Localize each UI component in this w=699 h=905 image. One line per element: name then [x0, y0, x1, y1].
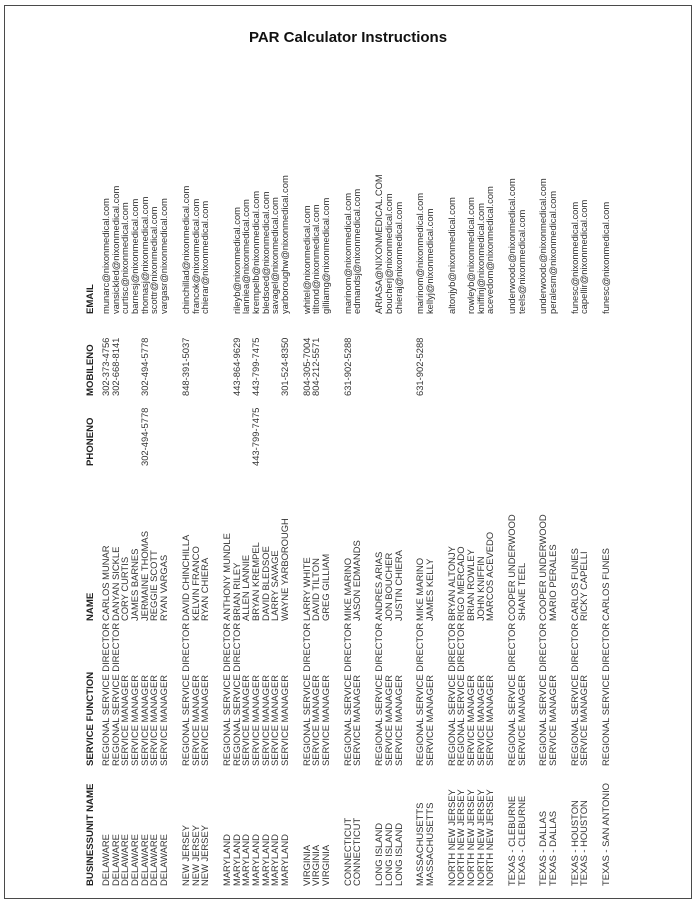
- cell-mobile: [200, 314, 210, 396]
- cell-mobile: [120, 314, 130, 396]
- cell-business-unit: NEW JERSEY: [179, 825, 191, 886]
- group-spacer-cell: [290, 84, 302, 886]
- cell-phone: [570, 396, 580, 466]
- cell-business-unit: NORTH NEW JERSEY: [474, 789, 486, 886]
- cell-business-unit: NORTH NEW JERSEY: [484, 789, 496, 886]
- table-row: [601, 84, 611, 886]
- cell-name: JON BOUCHER: [382, 552, 394, 621]
- cell-service-function: SERVICE MANAGER: [464, 675, 476, 766]
- contact-table: [85, 84, 611, 886]
- group-spacer-cell: [435, 84, 447, 886]
- cell-mobile: 631-902-5288: [414, 337, 426, 396]
- cell-mobile: 804-212-5571: [310, 337, 322, 396]
- cell-email: rileyb@nixonmedical.com: [230, 207, 242, 314]
- cell-phone: [425, 396, 435, 466]
- table-row: [159, 84, 169, 886]
- cell-name: MIKE MARINO: [414, 557, 426, 621]
- cell-phone: [270, 396, 280, 466]
- cell-mobile: 302-494-5778: [138, 337, 150, 396]
- cell-name: ALLEN LANNIE: [240, 554, 252, 621]
- cell-name: COOPER UNDERWOOD: [537, 514, 549, 621]
- cell-name: ANDRES ARIAS: [373, 551, 385, 621]
- cell-business-unit: DELAWARE: [119, 834, 131, 886]
- cell-email: savagel@nixonmedical.com: [269, 197, 281, 314]
- cell-email: funesc@nixonmedical.com: [568, 201, 580, 314]
- cell-business-unit: DELAWARE: [148, 834, 160, 886]
- cell-name: GREG GILLIAM: [320, 553, 332, 621]
- cell-mobile: [191, 314, 201, 396]
- table-row: [579, 84, 589, 886]
- cell-name: BRIAN ROWLEY: [464, 549, 476, 621]
- cell-business-unit: TEXAS - DALLAS: [537, 810, 549, 886]
- cell-service-function: REGIONAL SERVICE DIRECTOR: [455, 622, 467, 766]
- group-spacer: [169, 84, 181, 886]
- cell-phone: [548, 396, 558, 466]
- cell-email: lanniea@nixonmedical.com: [240, 199, 252, 314]
- cell-phone: [302, 396, 312, 466]
- cell-phone: [181, 396, 191, 466]
- cell-service-function: SERVICE MANAGER: [119, 675, 131, 766]
- cell-phone: [466, 396, 476, 466]
- cell-name: COOPER UNDERWOOD: [506, 514, 517, 621]
- table-row: [352, 84, 362, 886]
- cell-service-function: REGIONAL SERVICE DIRECTOR: [537, 622, 549, 766]
- cell-business-unit: MASSACHUSETTS: [414, 802, 426, 886]
- cell-mobile: 302-668-8141: [109, 337, 121, 396]
- cell-phone: [321, 396, 331, 466]
- cell-name: BRIAN RILEY: [230, 562, 242, 621]
- cell-email: peralesm@nixonmedical.com: [547, 190, 559, 314]
- cell-email: yarboroughw@nixonmedical.com: [279, 175, 290, 314]
- cell-service-function: SERVICE MANAGER: [578, 675, 590, 766]
- group-spacer: [331, 84, 343, 886]
- cell-service-function: REGIONAL SERVICE DIRECTOR: [445, 622, 457, 766]
- cell-name: RIGO MERCADO: [455, 546, 467, 621]
- cell-mobile: [384, 314, 394, 396]
- cell-email: underwoodc@nixonmedical.com: [506, 178, 517, 314]
- cell-service-function: REGIONAL SERVICE DIRECTOR: [414, 622, 426, 766]
- cell-business-unit: LONG ISLAND: [392, 822, 404, 886]
- cell-mobile: [538, 314, 548, 396]
- cell-email: ARIASA@NIXONMEDICAL.COM: [373, 174, 385, 314]
- cell-mobile: [447, 314, 457, 396]
- cell-email: rowleyb@nixonmedical.com: [464, 197, 476, 314]
- rotated-contact-table-container: [85, 76, 645, 886]
- cell-service-function: SERVICE MANAGER: [259, 675, 271, 766]
- cell-phone: [343, 396, 353, 466]
- cell-service-function: SERVICE MANAGER: [310, 675, 322, 766]
- cell-business-unit: NEW JERSEY: [189, 825, 201, 886]
- cell-business-unit: MARYLAND: [259, 834, 271, 886]
- group-spacer: [558, 84, 570, 886]
- group-spacer: [290, 84, 302, 886]
- cell-business-unit: MARYLAND: [240, 834, 252, 886]
- cell-business-unit: VIRGINIA: [310, 844, 322, 886]
- cell-mobile: [570, 314, 580, 396]
- cell-name: WAYNE YARBOROUGH: [279, 518, 290, 621]
- cell-mobile: [456, 314, 466, 396]
- cell-mobile: 848-391-5037: [179, 337, 191, 396]
- cell-mobile: [466, 314, 476, 396]
- table-row: [425, 84, 435, 886]
- table-row: [548, 84, 558, 886]
- cell-phone: [456, 396, 466, 466]
- cell-email: curtisc@nixonmedical.com: [119, 202, 131, 314]
- cell-email: tiltond@nixonmedical.com: [310, 204, 322, 314]
- cell-phone: [352, 396, 362, 466]
- cell-service-function: SERVICE MANAGER: [269, 675, 281, 766]
- group-spacer-cell: [169, 84, 181, 886]
- cell-email: funesc@nixonmedical.com: [600, 201, 612, 314]
- cell-service-function: SERVICE MANAGER: [351, 675, 363, 766]
- cell-name: RYAN VARGAS: [158, 554, 170, 621]
- cell-email: chieraj@nixonmedical.com: [392, 201, 404, 314]
- cell-phone: [280, 396, 290, 466]
- group-spacer: [435, 84, 447, 886]
- cell-phone: [485, 396, 495, 466]
- cell-name: REGGIE SCOTT: [148, 550, 160, 621]
- cell-email: krempelb@nixonmedical.com: [249, 190, 261, 314]
- cell-mobile: [548, 314, 558, 396]
- cell-phone: [374, 396, 384, 466]
- cell-name: LARRY WHITE: [300, 557, 312, 621]
- cell-service-function: SERVICE MANAGER: [484, 675, 496, 766]
- cell-business-unit: MARYLAND: [269, 834, 281, 886]
- page-frame: [4, 5, 692, 899]
- cell-business-unit: TEXAS - DALLAS: [547, 810, 559, 886]
- cell-service-function: SERVICE MANAGER: [547, 675, 559, 766]
- cell-name: DANYAN SICKLE: [109, 546, 121, 621]
- cell-business-unit: VIRGINIA: [320, 844, 332, 886]
- cell-phone: 443-799-7475: [249, 407, 261, 466]
- cell-mobile: 443-864-9629: [230, 337, 242, 396]
- cell-mobile: [579, 314, 589, 396]
- cell-service-function: REGIONAL SERVICE DIRECTOR: [220, 622, 232, 766]
- cell-business-unit: LONG ISLAND: [373, 822, 385, 886]
- cell-name: KELVIN FRANCO: [189, 546, 201, 621]
- cell-email: francok@nixonmedical.com: [189, 198, 201, 314]
- cell-business-unit: CONNECTICUT: [351, 817, 363, 886]
- cell-mobile: [394, 314, 404, 396]
- cell-email: vargasr@nixonmedical.com: [158, 198, 170, 314]
- cell-mobile: 302-373-4756: [100, 337, 111, 396]
- cell-service-function: SERVICE MANAGER: [129, 675, 141, 766]
- cell-service-function: REGIONAL SERVICE DIRECTOR: [568, 622, 580, 766]
- table-body: [101, 84, 611, 886]
- cell-name: DAVID CHINCHILLA: [179, 534, 191, 621]
- cell-business-unit: NORTH NEW JERSEY: [464, 789, 476, 886]
- cell-mobile: [321, 314, 331, 396]
- cell-business-unit: TEXAS - SAN ANTONIO: [600, 783, 612, 886]
- cell-phone: [517, 396, 527, 466]
- cell-service-function: REGIONAL SERVICE DIRECTOR: [300, 622, 312, 766]
- cell-phone: [601, 396, 611, 466]
- cell-business-unit: TEXAS - CLEBURNE: [506, 795, 517, 886]
- cell-email: teels@nixonmedical.com: [515, 209, 527, 314]
- cell-service-function: SERVICE MANAGER: [199, 675, 211, 766]
- cell-email: kellyj@nixonmedical.com: [423, 208, 435, 314]
- cell-service-function: SERVICE MANAGER: [279, 675, 290, 766]
- cell-name: JOHN KNIFFIN: [474, 556, 486, 621]
- cell-email: thomasj@nixonmedical.com: [138, 196, 150, 314]
- cell-phone: [159, 396, 169, 466]
- cell-service-function: REGIONAL SERVICE DIRECTOR: [100, 622, 111, 766]
- cell-phone: [101, 396, 111, 466]
- cell-phone: [394, 396, 404, 466]
- cell-name: JAMES BARNES: [129, 548, 141, 621]
- cell-name: CORY CURTIS: [119, 556, 131, 621]
- cell-business-unit: MARYLAND: [279, 834, 290, 886]
- cell-name: JASON EDMANDS: [351, 540, 363, 621]
- cell-service-function: SERVICE MANAGER: [382, 675, 394, 766]
- cell-business-unit: MARYLAND: [249, 834, 261, 886]
- cell-mobile: [261, 314, 271, 396]
- group-spacer-cell: [331, 84, 343, 886]
- cell-business-unit: TEXAS - HOUSTON: [578, 800, 590, 886]
- cell-name: MIKE MARINO: [341, 557, 353, 621]
- cell-business-unit: MARYLAND: [220, 834, 232, 886]
- cell-email: altonjyb@nixonmedical.com: [445, 197, 457, 314]
- cell-email: boucherj@nixonmedical.com: [382, 193, 394, 314]
- cell-phone: [120, 396, 130, 466]
- cell-email: bledsoed@nixonmedical.com: [259, 191, 271, 314]
- cell-mobile: [485, 314, 495, 396]
- cell-service-function: REGIONAL SERVICE DIRECTOR: [600, 622, 612, 766]
- cell-mobile: [159, 314, 169, 396]
- group-spacer-cell: [558, 84, 570, 886]
- cell-service-function: SERVICE MANAGER: [189, 675, 201, 766]
- cell-service-function: REGIONAL SERVICE DIRECTOR: [341, 622, 353, 766]
- cell-business-unit: TEXAS - HOUSTON: [568, 800, 580, 886]
- cell-phone: [222, 396, 232, 466]
- cell-phone: [447, 396, 457, 466]
- cell-email: underwoodc@nixonmedical.com: [537, 178, 549, 314]
- cell-mobile: [149, 314, 159, 396]
- cell-mobile: 631-902-5288: [341, 337, 353, 396]
- cell-name: ANTHONY MUNDLE: [220, 533, 232, 621]
- cell-mobile: [507, 314, 517, 396]
- cell-email: kniffinj@nixonmedical.com: [474, 203, 486, 314]
- cell-business-unit: DELAWARE: [129, 834, 141, 886]
- cell-name: DAVID BLEDSOE: [259, 546, 271, 621]
- cell-email: scottr@nixonmedical.com: [148, 206, 160, 314]
- cell-mobile: [352, 314, 362, 396]
- cell-business-unit: MASSACHUSETTS: [423, 802, 435, 886]
- cell-service-function: REGIONAL SERVICE DIRECTOR: [179, 622, 191, 766]
- cell-email: chierar@nixonmedical.com: [199, 200, 211, 314]
- cell-mobile: 804-305-7004: [300, 337, 312, 396]
- header-phone: PHONENO: [85, 417, 96, 466]
- cell-email: capellir@nixonmedical.com: [578, 199, 590, 314]
- cell-email: chinchillad@nixonmedical.com: [179, 185, 191, 314]
- cell-name: JERMAINE THOMAS: [138, 531, 150, 621]
- cell-business-unit: DELAWARE: [100, 834, 111, 886]
- cell-service-function: REGIONAL SERVICE DIRECTOR: [506, 622, 517, 766]
- cell-service-function: SERVICE MANAGER: [320, 675, 332, 766]
- cell-phone: [384, 396, 394, 466]
- header-business-unit: BUSINESSUNIT NAME: [85, 783, 96, 886]
- cell-business-unit: LONG ISLAND: [382, 822, 394, 886]
- cell-phone: [261, 396, 271, 466]
- cell-service-function: SERVICE MANAGER: [423, 675, 435, 766]
- header-name: NAME: [85, 592, 96, 621]
- cell-phone: [476, 396, 486, 466]
- cell-service-function: SERVICE MANAGER: [158, 675, 170, 766]
- cell-service-function: REGIONAL SERVICE DIRECTOR: [230, 622, 242, 766]
- cell-mobile: [476, 314, 486, 396]
- cell-phone: [311, 396, 321, 466]
- cell-mobile: [374, 314, 384, 396]
- table-header-row: [85, 84, 101, 886]
- header-service-function: SERVICE FUNCTION: [85, 671, 96, 766]
- cell-service-function: SERVICE MANAGER: [240, 675, 252, 766]
- cell-mobile: [601, 314, 611, 396]
- cell-business-unit: CONNECTICUT: [341, 817, 353, 886]
- cell-phone: 302-494-5778: [138, 407, 150, 466]
- cell-service-function: REGIONAL SERVICE DIRECTOR: [373, 622, 385, 766]
- cell-phone: [507, 396, 517, 466]
- cell-business-unit: VIRGINIA: [300, 844, 312, 886]
- cell-phone: [200, 396, 210, 466]
- cell-service-function: SERVICE MANAGER: [148, 675, 160, 766]
- cell-email: acevedom@nixonmedical.com: [484, 186, 496, 314]
- cell-email: munarc@nixonmedical.com: [100, 198, 111, 314]
- cell-name: JAMES KELLY: [423, 558, 435, 621]
- cell-business-unit: NEW JERSEY: [199, 825, 211, 886]
- cell-phone: [579, 396, 589, 466]
- cell-email: barnesj@nixonmedical.com: [129, 198, 141, 314]
- cell-service-function: SERVICE MANAGER: [138, 675, 150, 766]
- table-row: [394, 84, 404, 886]
- cell-mobile: [517, 314, 527, 396]
- cell-service-function: SERVICE MANAGER: [474, 675, 486, 766]
- cell-email: marinom@nixonmedical.com: [414, 192, 426, 314]
- cell-phone: [149, 396, 159, 466]
- cell-email: marinom@nixonmedical.com: [341, 192, 353, 314]
- cell-business-unit: DELAWARE: [109, 834, 121, 886]
- cell-email: edmandsj@nixonmedical.com: [351, 188, 363, 314]
- cell-phone: [415, 396, 425, 466]
- cell-name: LARRY SAVAGE: [269, 550, 281, 621]
- cell-business-unit: DELAWARE: [138, 834, 150, 886]
- cell-email: gilliamg@nixonmedical.com: [320, 197, 332, 314]
- header-email: EMAIL: [85, 284, 96, 314]
- cell-phone: [191, 396, 201, 466]
- table-row: [485, 84, 495, 886]
- table-row: [200, 84, 210, 886]
- cell-name: BRYAN KREMPEL: [249, 542, 261, 621]
- cell-email: vansickled@nixonmedical.com: [109, 185, 121, 314]
- cell-name: SHANE TEEL: [515, 562, 527, 621]
- cell-name: JUSTIN CHIERA: [392, 550, 404, 621]
- cell-business-unit: MARYLAND: [230, 834, 242, 886]
- cell-name: BRYAN ALTONJY: [445, 546, 457, 621]
- header-mobile: MOBILENO: [85, 344, 96, 396]
- cell-name: DAVID TILTON: [310, 558, 322, 621]
- cell-business-unit: TEXAS - CLEBURNE: [515, 795, 527, 886]
- cell-business-unit: NORTH NEW JERSEY: [455, 789, 467, 886]
- cell-phone: [538, 396, 548, 466]
- cell-mobile: [425, 314, 435, 396]
- cell-name: RYAN CHIERA: [199, 557, 211, 621]
- cell-service-function: SERVICE MANAGER: [515, 675, 527, 766]
- cell-phone: [232, 396, 242, 466]
- cell-name: RICKY CAPELLI: [578, 551, 590, 621]
- cell-business-unit: DELAWARE: [158, 834, 170, 886]
- document-title: PAR Calculator Instructions: [248, 29, 448, 46]
- table-row: [321, 84, 331, 886]
- table-row: [517, 84, 527, 886]
- cell-name: MARIO PERALES: [547, 544, 559, 621]
- cell-mobile: 301-524-8350: [279, 337, 290, 396]
- table-row: [280, 84, 290, 886]
- cell-name: CARLOS FUNES: [568, 548, 580, 621]
- cell-phone: [111, 396, 121, 466]
- cell-business-unit: NORTH NEW JERSEY: [445, 789, 457, 886]
- cell-name: CARLOS FUNES: [600, 548, 612, 621]
- cell-name: MARCOS ACEVEDO: [484, 531, 496, 621]
- cell-name: CARLOS MUNAR: [100, 545, 111, 621]
- cell-service-function: SERVICE MANAGER: [392, 675, 404, 766]
- cell-email: whitel@nixonmedical.com: [300, 205, 312, 314]
- cell-service-function: REGIONAL SERVICE DIRECTOR: [109, 622, 121, 766]
- cell-service-function: SERVICE MANAGER: [249, 675, 261, 766]
- cell-mobile: 443-799-7475: [249, 337, 261, 396]
